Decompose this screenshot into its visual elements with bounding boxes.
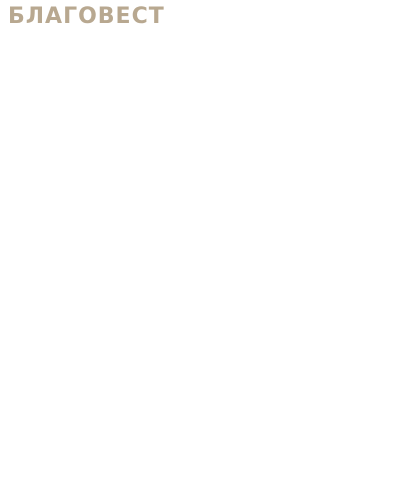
book-spread xyxy=(8,96,392,396)
brand-logo: БЛАГОВЕСТ xyxy=(8,4,165,29)
left-page xyxy=(8,96,188,396)
right-page xyxy=(212,96,392,396)
